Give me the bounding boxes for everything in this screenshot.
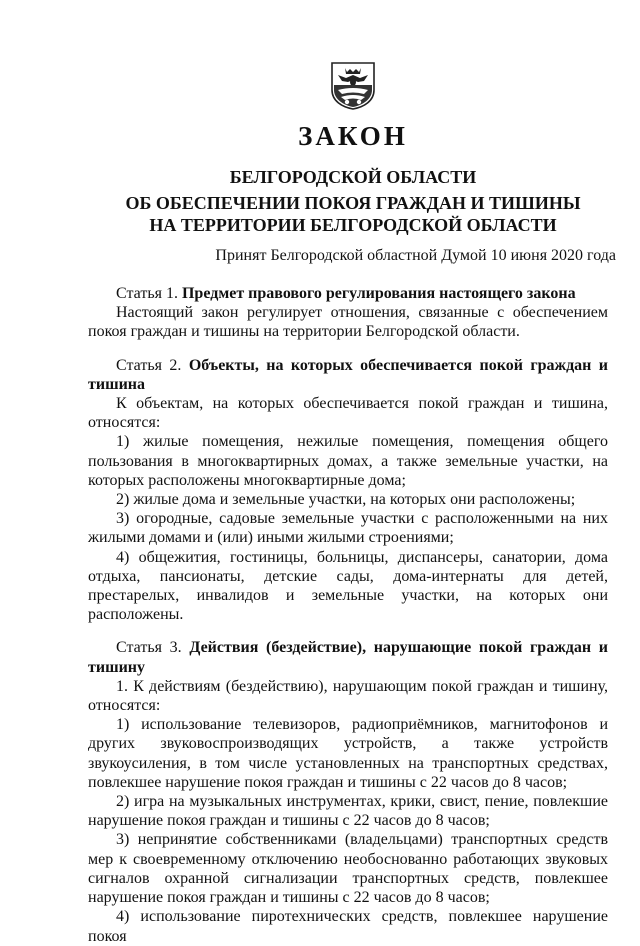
article-3-paragraph: 1. К действиям (бездействию), нарушающим покой граждан и тишину, относятся: xyxy=(88,677,608,715)
article-3-paragraph: 4) использование пиротехнических средств, повлекшее нарушение покоя xyxy=(88,908,608,945)
article-2-title: Объекты, на которых обеспечивается покой граждан и тишина xyxy=(88,356,609,393)
law-body xyxy=(88,274,608,946)
coat-of-arms-icon xyxy=(328,60,378,110)
adoption-note: Принят Белгородской областной Думой 10 июня 2020 года xyxy=(215,247,616,264)
article-3-paragraph: 2) игра на музыкальных инструментах, крики, свист, пение, повлекшие нарушение покоя граждан и тишины с 22 часов до 8 часов; xyxy=(88,793,608,830)
article-1-title: Предмет правового регулирования настоящего закона xyxy=(181,285,576,302)
article-2-paragraph: 4) общежития, гостиницы, больницы, диспансеры, санатории, дома отдыха, пансионаты, детские сады, дома-интернаты для детей, престарелых, инвалидов и земельные участки, на которых они расположены. xyxy=(88,548,608,624)
subtitle-line-2: НА ТЕРРИТОРИИ БЕЛГОРОДСКОЙ ОБЛАСТИ xyxy=(149,215,557,235)
article-2-paragraph: 1) жилые помещения, нежилые помещения, помещения общего пользования в многоквартирных домах, а также земельные участки, на которых расположены многоквартирные дома; xyxy=(88,433,608,489)
region-title: БЕЛГОРОДСКОЙ ОБЛАСТИ xyxy=(229,167,477,187)
article-3-paragraph: 3) непринятие собственниками (владельцами) транспортных средств мер к своевременному отключению необоснованно работающих звуковых сигналов охранной сигнализации транспортных средств, повлекшее нарушение покоя граждан и тишины с 22 часов до 8 часов; xyxy=(88,831,608,907)
article-1-paragraph: Настоящий закон регулирует отношения, связанные с обеспечением покоя граждан и тишины на территории Белгородской области. xyxy=(88,304,608,341)
law-title: ЗАКОН xyxy=(298,121,408,151)
article-1-label: Статья 1. xyxy=(116,285,178,302)
subtitle-line-1: ОБ ОБЕСПЕЧЕНИИ ПОКОЯ ГРАЖДАН И ТИШИНЫ xyxy=(125,193,581,213)
article-2-label: Статья 2. xyxy=(116,356,182,374)
article-3-paragraph: 1) использование телевизоров, радиоприёмников, магнитофонов и других звуковоспроизводящих устройств, а также устройств звукоусиления, в том числе установленных на транспортных средствах, повлекшее нарушение покоя граждан и тишины с 22 часов до 8 часов; xyxy=(88,716,608,791)
article-3-label: Статья 3. xyxy=(116,639,182,657)
article-2-paragraph: 3) огородные, садовые земельные участки с расположенными на них жилыми домами и (или) иными жилыми строениями; xyxy=(88,510,608,547)
article-3-title: Действия (бездействие), нарушающие покой граждан и тишину xyxy=(88,639,609,676)
article-2-paragraph: К объектам, на которых обеспечивается покой граждан и тишина, относятся: xyxy=(88,395,608,432)
article-2-paragraph: 2) жилые дома и земельные участки, на которых они расположены; xyxy=(116,491,576,509)
article-2-heading xyxy=(88,356,608,394)
law-subtitle xyxy=(0,192,640,236)
article-3-heading xyxy=(88,638,608,676)
article-1-heading xyxy=(88,284,608,303)
